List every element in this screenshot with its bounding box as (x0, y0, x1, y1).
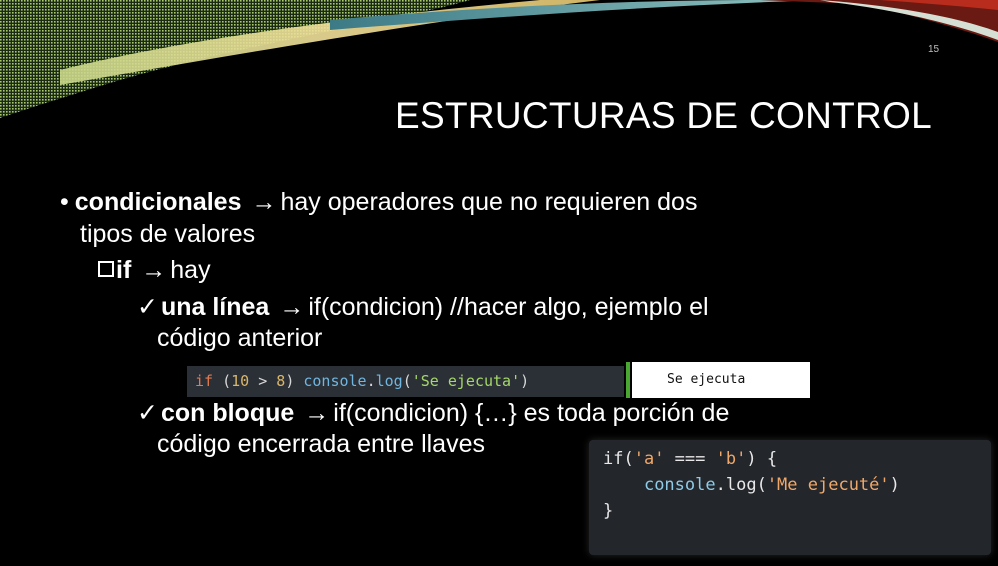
code-string: 'a' (633, 449, 665, 469)
right-arrow-icon: → (304, 399, 330, 427)
code-punct: } (603, 501, 614, 521)
code-string: 'b' (715, 449, 747, 469)
code-punct: ) (285, 372, 295, 390)
code-punct: ( (402, 372, 412, 390)
code-string: 'Me ejecuté' (766, 475, 890, 495)
term-con-bloque: con bloque (160, 399, 295, 427)
item-una-linea (137, 292, 709, 322)
right-arrow-icon: → (279, 293, 305, 321)
right-arrow-icon: → (141, 256, 167, 284)
checkmark-icon: ✓ (137, 293, 158, 321)
right-arrow-icon: → (251, 188, 277, 216)
code-identifier: console (643, 475, 716, 495)
con-bloque-text: if(condicion) {…} es toda porción de (333, 399, 730, 427)
square-bullet-icon (98, 261, 114, 277)
code-operator: === (664, 449, 716, 469)
code-punct: ) (520, 372, 530, 390)
item-con-bloque-continuation: código encerrada entre llaves (157, 430, 485, 458)
code-method: log( (725, 475, 767, 495)
block-code-example (589, 440, 991, 555)
code-number: 10 (231, 372, 250, 390)
term-condicionales: condicionales (74, 188, 242, 216)
console-output: Se ejecuta (632, 362, 810, 398)
console-output-marker (626, 362, 630, 398)
code-keyword: if (195, 372, 214, 390)
una-linea-text: if(condicion) //hacer algo, ejemplo el (308, 293, 709, 321)
if-text: hay (170, 256, 211, 284)
bullet-condicionales (60, 187, 697, 217)
code-number: 8 (276, 372, 286, 390)
code-string: 'Se ejecuta' (411, 372, 521, 390)
page-number: 15 (928, 44, 940, 55)
code-punct: ) (889, 475, 900, 495)
inline-code-example (187, 366, 624, 397)
item-con-bloque (137, 398, 729, 428)
code-method: log (375, 372, 403, 390)
bullet-dot-icon: • (60, 188, 69, 216)
bullet-condicionales-continuation: tipos de valores (80, 220, 256, 248)
code-punct: . (715, 475, 726, 495)
code-operator: > (258, 372, 268, 390)
code-punct: ( (222, 372, 232, 390)
condicionales-text: hay operadores que no requieren dos (280, 188, 698, 216)
term-una-linea: una línea (160, 293, 270, 321)
slide-title: ESTRUCTURAS DE CONTROL (395, 95, 932, 136)
code-punct: ) { (746, 449, 778, 469)
subbullet-if (98, 255, 211, 285)
item-una-linea-continuation: código anterior (157, 324, 323, 352)
code-identifier: console (303, 372, 367, 390)
code-punct: . (366, 372, 376, 390)
checkmark-icon: ✓ (137, 399, 158, 427)
code-keyword: if( (603, 449, 634, 469)
term-if: if (116, 256, 132, 284)
